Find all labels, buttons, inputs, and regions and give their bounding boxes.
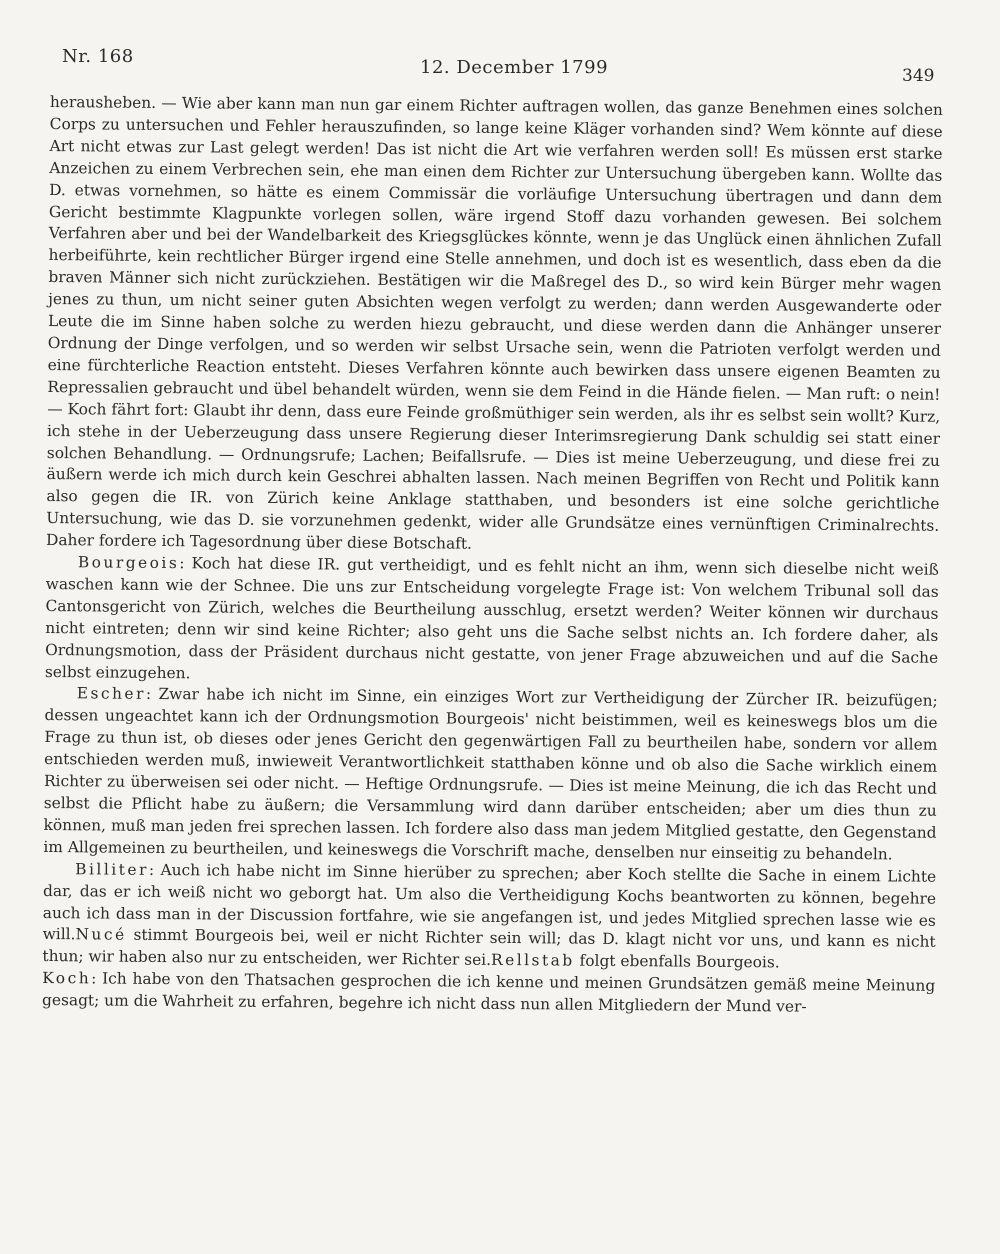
speaker-name: Escher: [76, 684, 146, 704]
paragraph-text: stimmt Bourgeois bei, weil er nicht Richter sein will; das D. klagt nicht vor uns, und kann es nicht thun; wir haben also nur zu entscheiden, wer Richter sei.: [42, 926, 936, 970]
document-number: Nr. 168: [62, 46, 134, 67]
speaker-name: Bourgeois: [77, 553, 180, 573]
paragraph-text: herausheben. — Wie aber kann man nun gar einem Richter auftragen wollen, das ganze Benehmen eines solchen Corps zu untersuchen und Fehler herauszufinden, so lange keine Kläger vorhanden sind? Wem könnte auf diese Art nicht etwas zur Last gelegt werden! Das ist nicht die Art wie verfahren werden soll! Es müssen erst starke Anzeichen zu einem Verbrechen sein, ehe man einen dem Richter zur Untersuchung übergeben kann. Wollte das D. etwas vornehmen, so hätte es einem Commissär die vorläufige Untersuchung übertragen und dann dem Gericht bestimmte Klagpunkte vorlegen sollen, wäre irgend Stoff dazu vorhanden gewesen. Bei solchem Verfahren aber und bei der Wandelbarkeit des Kriegsglückes könnte, wenn je das Unglück einen ähnlichen Zufall herbeiführte, kein rechtlicher Bürger irgend eine Stelle annehmen, und doch ist es wesentlich, dass eben da die braven Männer sich nicht zurückziehen. Bestätigen wir die Maßregel des D., so wird kein Bürger mehr wagen jenes zu thun, um nicht seiner guten Absichten wegen verfolgt zu werden; dann werden Ausgewanderte oder Leute die im Sinne haben solche zu werden hiezu gebraucht, und diese werden dann die Anhänger unserer Ordnung der Dinge verfolgen, und so werden wir selbst Ursache sein, wenn die Patrioten verfolgt werden und eine fürchterliche Reaction entsteht. Dieses Verfahren könnte auch bewirken dass unsere eigenen Beamten zu Repressalien gebraucht und übel behandelt würden, wenn sie dem Feind in die Hände fielen. — Man ruft: o nein! — Koch fährt fort: Glaubt ihr denn, dass eure Feinde großmüthiger sein werden, als ihr es selbst sein wollt? Kurz, ich stehe in der Ueberzeugung dass unsere Regierung dieser Interimsregierung Dank schuldig sei statt einer solchen Behandlung. — Ordnungsrufe; Lachen; Beifallsrufe. — Dies ist meine Ueberzeugung, und diese frei zu äußern werde ich mich durch kein Geschrei abhalten lassen. Nach meinen Begriffen von Recht und Politik kann also gegen die IR. von Zürich keine Anklage statthaben, und besonders ist eine solche gerichtliche Untersuchung, wie das D. sie vorzunehmen gedenkt, wider alle Grundsätze eines vernünftigen Criminalrechts. Daher fordere ich Tagesordnung über diese Botschaft.: [46, 92, 943, 553]
speaker-name: Nucé: [75, 925, 127, 945]
paragraph-billiter: [42, 859, 936, 976]
running-header: [0, 0, 1000, 90]
paragraph-koch: [42, 968, 935, 1020]
paragraph-text: folgt ebenfalls Bourgeois.: [574, 951, 780, 972]
paragraph-text: : Zwar habe ich nicht im Sinne, ein einziges Wort zur Vertheidigung der Zürcher IR. beizufügen; dessen ungeachtet kann ich der Ordnungsmotion Bourgeois' nicht beistimmen, weil es keineswegs blos um die Frage zu thun ist, ob dieses oder jenes Gericht den gegenwärtigen Fall zu beurtheilen habe, sondern vor allem entschieden werden muß, inwieweit Verantwortlichkeit statthaben könne und ob also die Sache wirklich einem Richter zu überweisen sei oder nicht. — Heftige Ordnungsrufe. — Dies ist meine Meinung, die ich das Recht und selbst die Pflicht habe zu äußern; die Versammlung wird dann darüber entscheiden; aber um dies thun zu können, muß man jeden frei sprechen lassen. Ich fordere also dass man jedem Mitglied gestatte, den Gegenstand im Allgemeinen zu beurtheilen, und keineswegs die Vorschrift mache, denselben nur einseitig zu behandeln.: [43, 685, 938, 864]
speaker-name: Rellstab: [490, 951, 575, 970]
paragraph-bourgeois: [45, 552, 939, 691]
speaker-name: Billiter: [75, 859, 149, 879]
paragraph-text: : Ich habe von den Thatsachen gesprochen die ich kenne und meinen Grundsätzen gemäß meine Meinung gesagt; um die Wahrheit zu erfahren, begehre ich nicht dass nun allen Mitgliedern der Mund ver-: [41, 969, 936, 1016]
page-number: 349: [902, 66, 935, 86]
body-text: [42, 92, 943, 1020]
header-date: 12. December 1799: [420, 57, 609, 78]
speaker-name: Koch: [42, 969, 92, 988]
paragraph-text: : Auch ich habe nicht im Sinne hierüber zu sprechen; aber Koch stellte die Sache in einem Lichte dar, das er ich weiß nicht wo geborgt hat. Um also die Vertheidigung Kochs beantworten zu können, begehre auch ich dass man in der Discussion fortfahre, wie sie angefangen ist, und jedes Mitglied sprechen lasse wie es will.: [42, 860, 937, 944]
paragraph-escher: [43, 683, 937, 866]
paragraph-text: : Koch hat diese IR. gut vertheidigt, und es fehlt nicht an ihm, wenn sich dieselbe nicht weiß waschen kann wie der Schnee. Die uns zur Entscheidung vorgelegte Frage ist: Von welchem Tribunal soll das Cantonsgericht von Zürich, welches die Beurtheilung ausschlug, ersetzt werden? Weiter können wir durchaus nicht eintreten; denn wir sind keine Richter; also geht uns die Sache selbst nichts an. Ich fordere daher, als Ordnungsmotion, dass der Präsident durchaus nicht gestatte, von jener Frage abzuweichen und auf die Sache selbst einzugehen.: [44, 554, 939, 682]
paragraph-koch-continued: [46, 92, 943, 560]
